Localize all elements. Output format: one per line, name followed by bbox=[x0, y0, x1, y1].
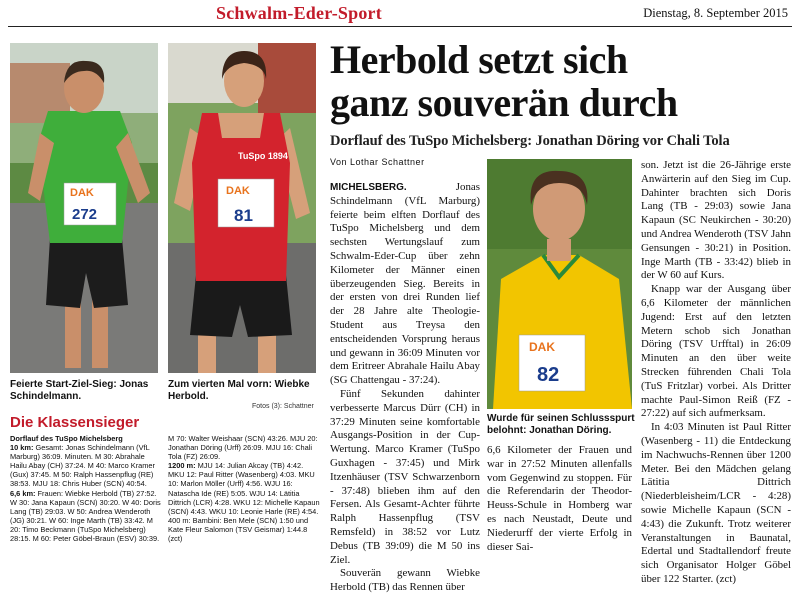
subheadline: Dorflauf des TuSpo Michelsberg: Jonathan Döring vor Chali Tola bbox=[330, 133, 730, 149]
bib-brand-middle: DAK bbox=[226, 185, 250, 197]
results-entry: 1200 m: MJU 14: Julian Akcay (TB) 4:42. MKU 12: Paul Ritter (Wasenberg) 4:03. MKU 10: Marlon Möller (Urff) 4:56. WJU 16: Natascha Ide (RE) 5:05. WJU 14: Lätitia Dittrich (LCR) 4:28. WKU 12: Michelle Kapaun (SCN) 4:43. WKU 10: Leonie Harle (RE) 4:54. 400 m: Bambini: Ben Mele (SCN) 1:50 und Kate Fleur Salomon (TSV Geismar) 1:44.8 (zct) bbox=[168, 461, 320, 544]
article-paragraph-4: 6,6 Kilometer der Frauen und war in 27:52 Minuten allenfalls vom Gegenwind zu stoppen. Für die Referendarin der Theodor-Heuss-Schule in Homberg war es nach Neustadt, Deute und Niederurff der vierte Erfolg in dieser Sai- bbox=[487, 444, 632, 553]
article-paragraph-1: Jonas Schindelmann (VfL Marburg) feierte beim elften Dorflauf des TuSpo Michelsberg und dem sechsten Wertungslauf zum Schwalm-Eder-Cup über zehn Kilometer der Männer einen überzeugenden Sieg. Bereits in der ersten von drei Runden lief der 28 Jahre alte Theologie-Student aus Treysa den entscheidenden Vorsprung heraus und gewann in 36:09 Minuten vor dem Eritreer Abrahale Hailu Abay (SG Chattengau - 37:24). bbox=[330, 181, 480, 387]
results-column-1 bbox=[10, 434, 162, 543]
caption-doering: Wurde für seinen Schlussspurt belohnt: Jonathan Döring. bbox=[487, 413, 635, 436]
headline-line-2: ganz souverän durch bbox=[330, 80, 678, 125]
header-rule bbox=[8, 26, 792, 27]
article-column-3 bbox=[641, 159, 791, 587]
photo-schindelmann bbox=[10, 43, 158, 373]
article-paragraph-2: Fünf Sekunden dahinter verbesserte Marcus Dürr (CH) in 37:29 Minuten seine komfortable Ausgangs-Position in der Cup-Wertung. Marco Kramer (TuSpo Guxhagen - 37:45) und Mirk Itzenhäuser (TSV Schwarzenborn - 37:48) blieben ihm auf den Fersen. Als Gesamt-Achter führte Ralph Hassenpflug (TSV Remsfeld) in 38:52 vor Lutz Debus (TB 39:09) die M 50 ins Ziel. bbox=[330, 387, 480, 566]
article-column-2 bbox=[487, 444, 632, 554]
bib-number-left: 272 bbox=[72, 206, 98, 223]
byline: Von Lothar Schattner bbox=[330, 157, 425, 167]
results-entry: 6,6 km: Frauen: Wiebke Herbold (TB) 27:52. W 30: Jana Kapaun (SCN) 30:20. W 40: Doris Lang (TB) 29:03. W 50: Andrea Wenderoth (JG) 30:21. W 60: Inge Marth (TB) 33:42. M 20: Timo Beckmann (TuSpo Michelsberg) 28:15. M 60: Peter Göbel-Braun (ESV) 30:39. bbox=[10, 488, 161, 544]
headline bbox=[330, 38, 678, 124]
section-title: Schwalm-Eder-Sport bbox=[216, 3, 382, 23]
results-entry: 10 km: Gesamt: Jonas Schindelmann (VfL Marburg) 36:09. Minuten. M 30: Abrahale Hailu Abay (CH) 37:24. M 40: Marco Kramer (Gux) 37:45. M 50: Ralph Hassenpflug (RE) 38:53. MJU 18: Chris Huber (SCN) 40:54. bbox=[10, 443, 155, 489]
photo-herbold bbox=[168, 43, 316, 373]
results-entry: Dorflauf des TuSpo Michelsberg bbox=[10, 434, 123, 443]
results-title: Die Klassensieger bbox=[10, 414, 140, 431]
bib-brand-left: DAK bbox=[70, 187, 94, 199]
bib-number-right: 82 bbox=[537, 364, 560, 386]
caption-schindelmann: Feierte Start-Ziel-Sieg: Jonas Schindelmann. bbox=[10, 379, 149, 402]
results-entry: M 70: Walter Weishaar (SCN) 43:26. MJU 20: Jonathan Döring (Urff) 26:09. MJU 16: Chali Tola (FZ) 26:09. bbox=[168, 434, 318, 462]
article-paragraph-3: Souverän gewann Wiebke Herbold (TB) das Rennen über bbox=[330, 567, 480, 594]
results-column-2 bbox=[168, 434, 320, 543]
bib-number-middle: 81 bbox=[234, 206, 253, 225]
article-paragraph-5: son. Jetzt ist die 26-Jährige erste Anwärterin auf den Sieg im Cup. Dahinter brachten sich Doris Lang (TB - 29:03) sowie Jana Kapaun (SC Neukirchen - 30:20) und Andrea Wenderoth (TSV Jahn Gensungen - 30:21) in Position. Inge Marth (TB - 33:42) blieb in der W 60 auf Kurs. bbox=[641, 159, 791, 282]
dateline: MICHELSBERG. bbox=[330, 182, 407, 193]
article-paragraph-7: In 4:03 Minuten ist Paul Ritter (Wasenberg - 11) die Entdeckung im Nachwuchs-Rennen über 1200 Meter. Bei den Mädchen gelang Lätitia Dittrich (Niederbleisheim/LCR - 4:28) sowie Michelle Kapaun (SCN - 4:43) die Zukunft. Trotz weiterer Veranstaltungen in Baunatal, Edertal und Stadtallendorf freute sich Organisator Holger Göbel über 122 Starter. bbox=[641, 421, 791, 585]
article-column-1 bbox=[330, 181, 480, 595]
bib-brand-right: DAK bbox=[529, 340, 555, 354]
caption-herbold: Zum vierten Mal vorn: Wiebke Herbold. bbox=[168, 379, 310, 402]
photo-doering bbox=[487, 159, 632, 409]
photo-credit: Fotos (3): Schattner bbox=[252, 403, 314, 410]
article-signoff: (zct) bbox=[716, 572, 736, 585]
issue-date: Dienstag, 8. September 2015 bbox=[643, 6, 788, 20]
shirt-text: TuSpo 1894 bbox=[238, 151, 288, 161]
headline-line-1: Herbold setzt sich bbox=[330, 37, 628, 82]
article-paragraph-6: Knapp war der Ausgang über 6,6 Kilometer der männlichen Jugend: Erst auf den letzten Metern schob sich Jonathan Döring (TSV Urfftal) in 26:09 Minuten an den über weite Strecken führenden Chali Tola (TuS Fritzlar) vorbei. Als Dritter machte Paul-Simon Reiß (FZ - 27:22) auf sich aufmerksam. bbox=[641, 283, 791, 420]
